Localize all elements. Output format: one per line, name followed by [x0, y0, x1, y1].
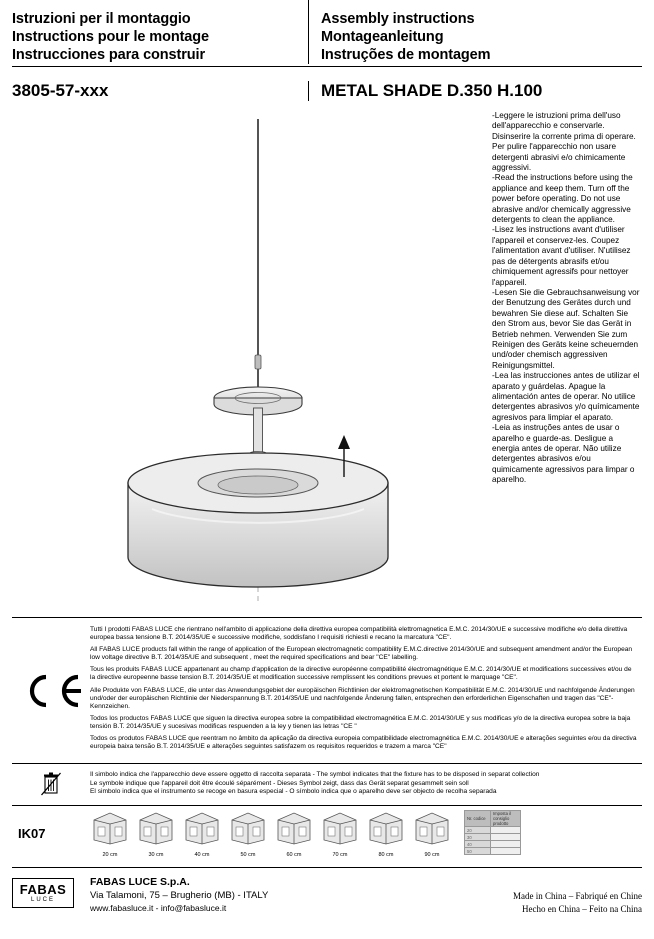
table-cell-label: 50: [465, 848, 491, 855]
note-de: -Lesen Sie die Gebrauchsanweisung vor der Benutzung des Gerätes durch und bewahren Sie diese auf. Schalten Sie den Strom aus, bevor Sie das Gerät in Betrieb nehmen. Verwenden Sie zum Reinigen des Geräts keine scheuernden und/oder chemisch aggressiven Reinigungsmittel.: [492, 287, 640, 370]
website-link[interactable]: www.fabasluce.it - info@fabasluce.it: [90, 903, 227, 913]
footer: [12, 868, 642, 916]
weee-line-1: Il simbolo indica che l'apparecchio deve essere oggetto di raccolta separata - The symbol indicates that the fixture has to be disposed in separat collection: [90, 771, 540, 778]
weee-text: [90, 769, 642, 800]
header: [12, 0, 642, 67]
package-caption: 80 cm: [378, 852, 394, 858]
package-caption: 90 cm: [424, 852, 440, 858]
packaging-options: [90, 810, 642, 863]
company-address: [90, 876, 442, 915]
ik-packaging-block: [12, 806, 642, 868]
logo-text-top: FABAS: [19, 882, 67, 897]
package-option: [274, 810, 314, 858]
table-row: [465, 841, 521, 848]
note-fr: -Lisez les instructions avant d'utiliser l'appareil et conservez-les. Coupez l'alimentation avant d'utiliser. N'utilisez pas de détergents abrasifs et/ou chimiquement agressifs pour nettoyer l'appareil.: [492, 225, 631, 287]
company-name: FABAS LUCE S.p.A.: [90, 876, 190, 888]
table-row: [465, 848, 521, 855]
decl-it: Tutti I prodotti FABAS LUCE che rientrano nell'ambito di applicazione della direttiva europea compatibilità elettromagnetica E.M.C. 2014/30/UE e successive modifiche e/o della direttiva europea bassa tensione B.T. 2014/35/UE e successive modifiche, soddisfano I requisiti richiesti e recano la marcatura "CE".: [90, 626, 628, 642]
decl-pt: Todos os produtos FABAS LUCE que reentram no âmbito da aplicação da directiva europeia compatibilidade electromagnética E.M.C. 2014/30/UE e alterações seguintes e/ou da directiva europeia baixa tensão B.T. 2014/35/UE e alterações seguintes satisfazem os requisitos requeridos e trazem a marca "CE": [90, 735, 637, 751]
code-left: [12, 81, 309, 101]
package-option: [366, 810, 406, 858]
table-cell-value: [491, 841, 521, 848]
note-it: -Leggere le istruzioni prima dell'uso dell'apparecchio e conservarle. Disinserire la corrente prima di operare. Per pulire l'apparecchio non usare detergenti abrasivi e/o chimicamente aggressivi.: [492, 111, 636, 173]
decl-fr: Tous les produits FABAS LUCE appartenant au champ d'application de la directive européenne compatibilité électromagnétique E.M.C. 2014/30/UE et modifications successives et/ou de la directive europeenne basse tension B.T. 2014/35/UE et modification successive remplissent les conditions prevues et portent le marquage "CE".: [90, 666, 632, 682]
made-line-1: Made in China – Fabriqué en Chine: [513, 891, 642, 901]
note-pt: -Leia as instruções antes de usar o aparelho e guarde-as. Desligue a energia antes de operar. Não utilize detergentes abrasivos e/ou quimicamente agressivos para limpar o aparelho.: [492, 423, 635, 485]
decl-de: Alle Produkte von FABAS LUCE, die unter das Anwendungsgebiet der europäischen Richtlinien der elektromagnetischen Kompatibilität E.M.C. 2014/30/UE und nachfolgende Änderungen und/oder der europäischen Richtlinie der Niederspannung B.T. 2014/35/UE und nachfolgende Änderung fallen, entsprechen den erforderlichen Eigenschaften und tragen das "CE"-Kennzeichen.: [90, 686, 635, 710]
assembly-drawing: [12, 105, 504, 618]
package-caption: 70 cm: [332, 852, 348, 858]
package-code-table: [464, 810, 521, 855]
table-cell-label: 20: [465, 827, 491, 834]
header-title-it: Istruzioni per il montaggio: [12, 11, 191, 27]
header-title-fr: Instructions pour le montage: [12, 29, 209, 45]
package-option: [90, 810, 130, 858]
header-title-en: Assembly instructions: [321, 11, 475, 27]
package-caption: 40 cm: [194, 852, 210, 858]
header-title-de: Montageanleitung: [321, 29, 444, 45]
package-caption: 60 cm: [286, 852, 302, 858]
ce-mark-icon: [12, 624, 90, 757]
crossed-out-wheelie-bin-icon: [12, 769, 90, 800]
header-right: [309, 0, 642, 64]
package-caption: 30 cm: [148, 852, 164, 858]
body-area: [12, 105, 642, 618]
table-cell-value: [491, 848, 521, 855]
address-line: Via Talamoni, 75 – Brugherio (MB) - ITALY: [90, 890, 269, 901]
header-left: [12, 0, 309, 64]
logo-text-bottom: LUCE: [30, 897, 55, 903]
table-cell-label: 40: [465, 841, 491, 848]
table-cell-label: 30: [465, 834, 491, 841]
package-option: [228, 810, 268, 858]
package-option: [182, 810, 222, 858]
header-title-pt: Instruções de montagem: [321, 47, 491, 63]
package-option: [320, 810, 360, 858]
note-en: -Read the instructions before using the appliance and keep them. Turn off the power before operating. Do not use abrasive and/or chemically aggressive detergents to clean the appliance.: [492, 173, 633, 225]
weee-block: [12, 764, 642, 806]
table-header-cell: Nr. codice: [465, 811, 491, 827]
table-row: [465, 827, 521, 834]
note-es: -Lea las instrucciones antes de utilizar el aparato y guárdelas. Apague la alimentación antes de operar. No utilice detergentes abrasivos y/o químicamente agresivos para limpiar el aparato.: [492, 371, 640, 422]
brand-logo: [12, 876, 90, 908]
declaration-text: [90, 624, 642, 757]
made-line-2: Hecho en China – Feito na China: [522, 904, 642, 914]
ik-rating: IK07: [18, 826, 46, 841]
made-in-text: [442, 876, 642, 916]
table-header-cell: Imposta il consiglio prodotto: [491, 811, 521, 827]
package-caption: 50 cm: [240, 852, 256, 858]
weee-line-3: El simbolo indica que el instrumento se recoge en basura especial - O símbolo indica que o aparelho deve ser objecto de recolha separada: [90, 788, 497, 796]
package-caption: 20 cm: [102, 852, 118, 858]
code-row: [12, 81, 642, 101]
ce-declaration-block: [12, 618, 642, 764]
weee-line-2: Le symbole indique que l'appareil doit être écoulé séparément - Dieses Symbol zeigt, dass das Gerät separat gesammelt sein soll: [90, 779, 469, 787]
decl-es: Todos los productos FABAS LUCE que siguen la directiva europea sobre la compatibilidad electromagnética E.M.C. 2014/30/UE y sus modificas y/o de la directiva europea sobre la baja tensión B.T. 2014/35/UE y sucesivas modificas respuenden a la ley y tienen las letras "CE ": [90, 714, 631, 730]
header-title-es: Instrucciones para construir: [12, 47, 206, 63]
package-option: [136, 810, 176, 858]
warnings-notes: [492, 111, 642, 486]
table-cell-value: [491, 834, 521, 841]
table-cell-value: [491, 827, 521, 834]
product-code: 3805-57-xxx: [12, 81, 109, 100]
package-option: [412, 810, 452, 858]
product-name: METAL SHADE D.350 H.100: [321, 81, 543, 100]
table-row: [465, 834, 521, 841]
decl-en: All FABAS LUCE products fall within the range of application of the European electromagnetic compatibility E.M.C.directive 2014/30/UE and subsequent amendment and/or the European low voltage directive B.T. 2014/35/UE and subsequent , meet the required specifications and bear "CE" labelling.: [90, 646, 633, 662]
